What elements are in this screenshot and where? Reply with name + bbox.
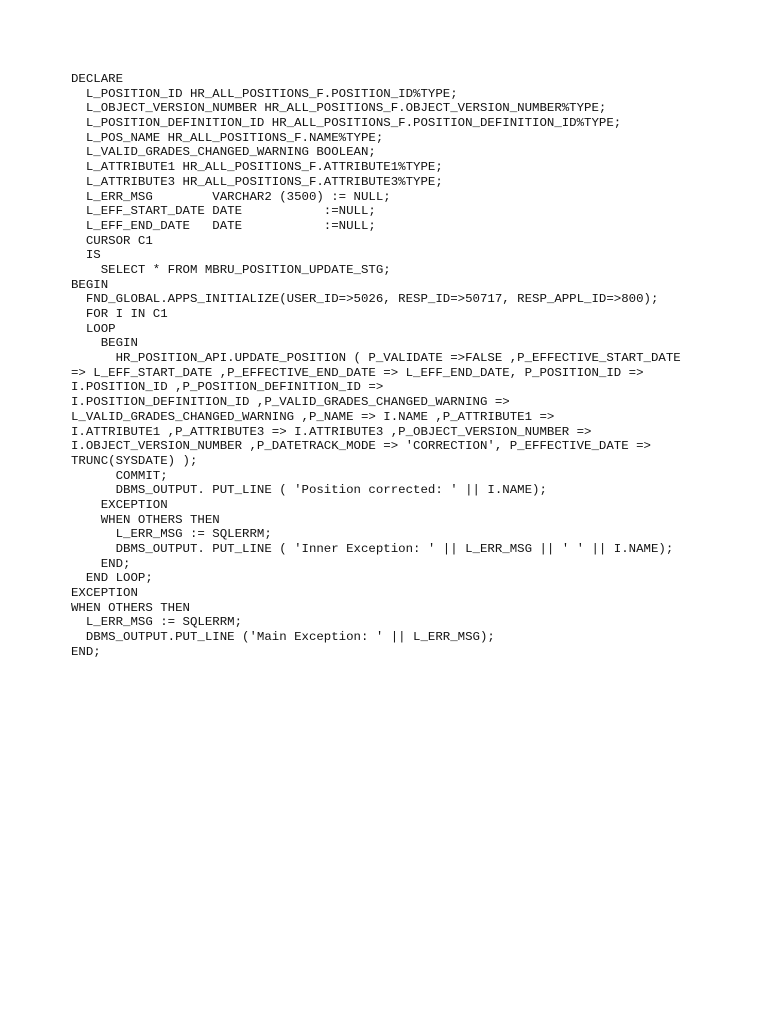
code-line: IS xyxy=(71,248,101,263)
code-line: WHEN OTHERS THEN xyxy=(71,600,190,615)
code-line: => L_EFF_START_DATE ,P_EFFECTIVE_END_DATE => L_EFF_END_DATE, P_POSITION_ID => xyxy=(71,365,644,380)
code-line: L_POSITION_DEFINITION_ID HR_ALL_POSITIONS_F.POSITION_DEFINITION_ID%TYPE; xyxy=(71,116,622,131)
code-line: L_POSITION_ID HR_ALL_POSITIONS_F.POSITION_ID%TYPE; xyxy=(71,86,458,101)
code-line: L_ATTRIBUTE1 HR_ALL_POSITIONS_F.ATTRIBUTE1%TYPE; xyxy=(71,160,443,175)
code-line: SELECT * FROM MBRU_POSITION_UPDATE_STG; xyxy=(71,262,391,277)
code-line: LOOP xyxy=(71,321,116,336)
code-line: I.POSITION_ID ,P_POSITION_DEFINITION_ID => xyxy=(71,380,384,395)
code-line: L_EFF_START_DATE DATE :=NULL; xyxy=(71,204,376,219)
code-line: FND_GLOBAL.APPS_INITIALIZE(USER_ID=>5026, RESP_ID=>50717, RESP_APPL_ID=>800); xyxy=(71,292,659,307)
code-line: I.POSITION_DEFINITION_ID ,P_VALID_GRADES_CHANGED_WARNING => xyxy=(71,395,510,410)
code-line: L_ATTRIBUTE3 HR_ALL_POSITIONS_F.ATTRIBUTE3%TYPE; xyxy=(71,174,443,189)
code-line: WHEN OTHERS THEN xyxy=(71,512,220,527)
code-line: L_POS_NAME HR_ALL_POSITIONS_F.NAME%TYPE; xyxy=(71,130,384,145)
code-line: BEGIN xyxy=(71,277,109,292)
code-line: END LOOP; xyxy=(71,571,153,586)
code-line: L_VALID_GRADES_CHANGED_WARNING ,P_NAME => I.NAME ,P_ATTRIBUTE1 => xyxy=(71,409,555,424)
code-line: END; xyxy=(71,556,131,571)
code-line: L_EFF_END_DATE DATE :=NULL; xyxy=(71,218,376,233)
code-line: L_ERR_MSG := SQLERRM; xyxy=(71,527,272,542)
code-line: EXCEPTION xyxy=(71,586,138,601)
code-line: DBMS_OUTPUT. PUT_LINE ( 'Position corrected: ' || I.NAME); xyxy=(71,483,547,498)
code-line: L_OBJECT_VERSION_NUMBER HR_ALL_POSITIONS_F.OBJECT_VERSION_NUMBER%TYPE; xyxy=(71,101,607,116)
code-line: DBMS_OUTPUT. PUT_LINE ( 'Inner Exception: ' || L_ERR_MSG || ' ' || I.NAME); xyxy=(71,542,674,556)
code-line: HR_POSITION_API.UPDATE_POSITION ( P_VALIDATE =>FALSE ,P_EFFECTIVE_START_DATE xyxy=(71,351,681,366)
code-line: BEGIN xyxy=(71,336,138,351)
code-line: COMMIT; xyxy=(71,468,168,483)
code-line: FOR I IN C1 xyxy=(71,307,168,321)
code-line: L_ERR_MSG := SQLERRM; xyxy=(71,615,243,630)
code-line: I.ATTRIBUTE1 ,P_ATTRIBUTE3 => I.ATTRIBUTE3 ,P_OBJECT_VERSION_NUMBER => xyxy=(71,424,592,439)
code-line: EXCEPTION xyxy=(71,497,168,512)
code-line: I.OBJECT_VERSION_NUMBER ,P_DATETRACK_MODE => 'CORRECTION', P_EFFECTIVE_DATE => xyxy=(71,439,651,454)
code-line: DECLARE xyxy=(71,72,124,86)
code-block xyxy=(71,72,711,660)
code-line: END; xyxy=(71,644,101,659)
code-line: TRUNC(SYSDATE) ); xyxy=(71,453,198,468)
code-line: DBMS_OUTPUT.PUT_LINE ('Main Exception: ' || L_ERR_MSG); xyxy=(71,630,495,645)
code-line: CURSOR C1 xyxy=(71,233,153,248)
code-line: L_ERR_MSG VARCHAR2 (3500) := NULL; xyxy=(71,189,391,204)
code-line: L_VALID_GRADES_CHANGED_WARNING BOOLEAN; xyxy=(71,145,376,160)
